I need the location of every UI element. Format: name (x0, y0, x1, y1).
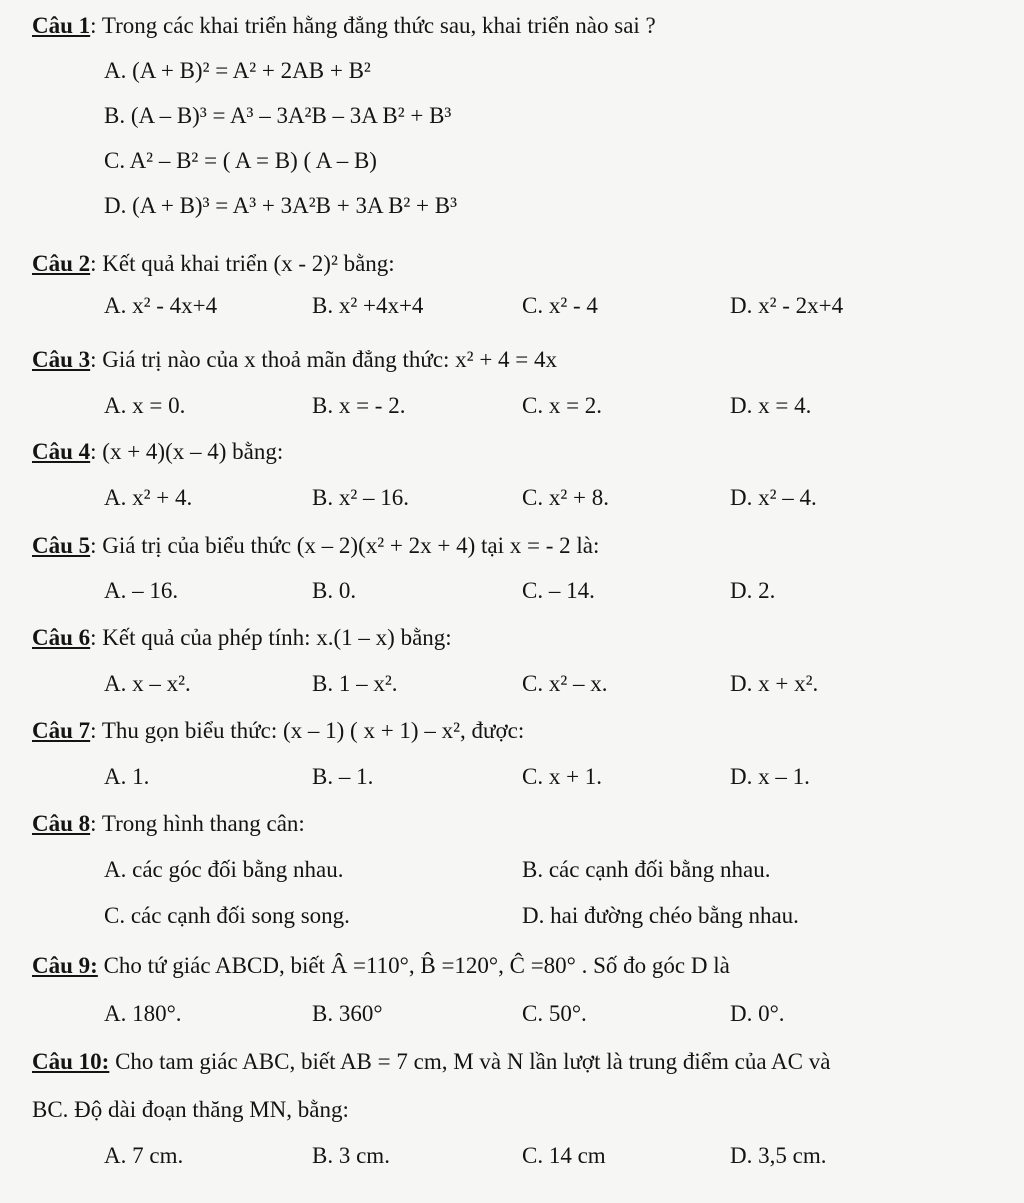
option-b: B. các cạnh đối bằng nhau. (522, 857, 771, 882)
option-b: B. 360° (312, 1001, 383, 1026)
option-a: A. (A + B)² = A² + 2AB + B² (104, 58, 371, 83)
option-b: B. 0. (312, 578, 357, 603)
question-text: : (x + 4)(x – 4) bằng: (90, 439, 284, 464)
option-c: C. – 14. (522, 578, 595, 603)
question-9 (32, 952, 730, 980)
question-number: Câu 4 (32, 439, 91, 464)
option-d: D. 2. (730, 578, 776, 603)
option-b: B. x² +4x+4 (312, 293, 424, 318)
option-a: A. – 16. (104, 578, 179, 603)
question-4 (32, 438, 283, 466)
question-6 (32, 624, 452, 652)
option-d: D. hai đường chéo bằng nhau. (522, 903, 799, 928)
option-c: C. A² – B² = ( A = B) ( A – B) (104, 148, 377, 173)
option-b: B. 1 – x². (312, 671, 398, 696)
question-text: : Trong hình thang cân: (90, 811, 305, 836)
question-text: : Kết quả khai triển (x - 2)² bằng: (90, 251, 395, 276)
option-a: A. 7 cm. (104, 1143, 184, 1168)
option-d: D. 3,5 cm. (730, 1143, 827, 1168)
question-text: Cho tứ giác ABCD, biết Â =110°, B̂ =120°, Ĉ =80° . Số đo góc D là (97, 953, 730, 978)
option-d: D. (A + B)³ = A³ + 3A²B + 3A B² + B³ (104, 193, 458, 218)
option-a: A. x = 0. (104, 393, 186, 418)
option-b: B. – 1. (312, 764, 374, 789)
question-text: : Giá trị của biểu thức (x – 2)(x² + 2x + 4) tại x = - 2 là: (90, 533, 600, 558)
option-b: B. x = - 2. (312, 393, 406, 418)
question-text: : Trong các khai triển hằng đẳng thức sau, khai triển nào sai ? (90, 13, 656, 38)
option-c: C. 14 cm (522, 1143, 606, 1168)
option-c: C. x + 1. (522, 764, 603, 789)
option-a: A. 180°. (104, 1001, 182, 1026)
option-d: D. 0°. (730, 1001, 785, 1026)
option-d: D. x – 1. (730, 764, 810, 789)
option-c: C. x² + 8. (522, 485, 609, 510)
option-c: C. 50°. (522, 1001, 587, 1026)
option-b: B. 3 cm. (312, 1143, 390, 1168)
question-10 (32, 1048, 830, 1076)
question-number: Câu 10: (32, 1049, 110, 1074)
question-10-continued: BC. Độ dài đoạn thăng MN, bằng: (32, 1097, 349, 1122)
question-number: Câu 1 (32, 13, 91, 38)
option-c: C. x² – x. (522, 671, 608, 696)
question-number: Câu 9: (32, 953, 98, 978)
option-d: D. x² - 2x+4 (730, 293, 844, 318)
question-number: Câu 5 (32, 533, 91, 558)
question-text: Cho tam giác ABC, biết AB = 7 cm, M và N lần lượt là trung điểm của AC và (109, 1049, 831, 1074)
option-a: A. x² - 4x+4 (104, 293, 218, 318)
question-2 (32, 250, 395, 278)
option-a: A. các góc đối bằng nhau. (104, 857, 344, 882)
question-3 (32, 346, 557, 374)
question-8 (32, 810, 305, 838)
question-number: Câu 7 (32, 718, 91, 743)
option-c: C. x² - 4 (522, 293, 598, 318)
option-d: D. x = 4. (730, 393, 812, 418)
question-7 (32, 717, 524, 745)
option-c: C. các cạnh đối song song. (104, 903, 350, 928)
question-1 (32, 12, 656, 40)
option-b: B. (A – B)³ = A³ – 3A²B – 3A B² + B³ (104, 103, 452, 128)
option-a: A. 1. (104, 764, 150, 789)
question-text: : Giá trị nào của x thoả mãn đẳng thức: x² + 4 = 4x (90, 347, 558, 372)
option-d: D. x² – 4. (730, 485, 817, 510)
option-b: B. x² – 16. (312, 485, 409, 510)
option-c: C. x = 2. (522, 393, 603, 418)
question-text: : Kết quả của phép tính: x.(1 – x) bằng: (90, 625, 452, 650)
option-a: A. x – x². (104, 671, 191, 696)
question-number: Câu 8 (32, 811, 91, 836)
question-number: Câu 6 (32, 625, 91, 650)
question-5 (32, 532, 599, 560)
option-d: D. x + x². (730, 671, 819, 696)
question-number: Câu 2 (32, 251, 91, 276)
option-a: A. x² + 4. (104, 485, 193, 510)
question-number: Câu 3 (32, 347, 91, 372)
question-text: : Thu gọn biểu thức: (x – 1) ( x + 1) – x², được: (90, 718, 525, 743)
